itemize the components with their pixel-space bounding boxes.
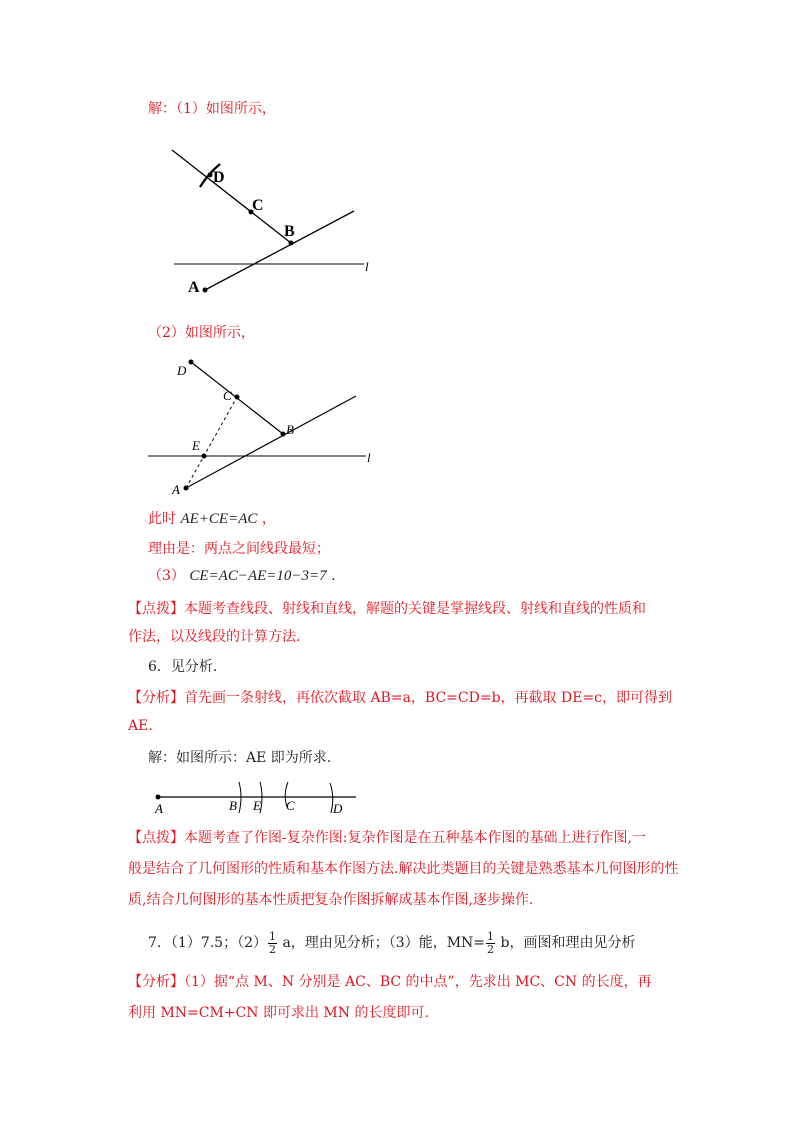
fig2-label-l: l	[367, 450, 371, 465]
q6-analysis-line2: AE.	[128, 718, 153, 734]
part3-formula: CE=AC−AE=10−3=7	[189, 568, 327, 584]
part3-suffix: .	[331, 568, 336, 584]
tip-1-line2: 作法，以及线段的计算方法.	[128, 629, 301, 645]
fig1-label-c: C	[252, 197, 264, 214]
fig1-label-d: D	[213, 169, 225, 186]
fig1-label-a: A	[188, 279, 200, 296]
fig2-label-d: D	[177, 363, 187, 378]
part3-line	[148, 566, 336, 586]
figure-3	[150, 780, 365, 820]
at-this-time-prefix: 此时	[148, 511, 176, 527]
q7-header-a: 7．（1）7.5；（2）	[148, 935, 267, 951]
fig3-label-c: C	[286, 798, 295, 813]
q7-fraction-2-num: 1	[487, 929, 495, 943]
tip-1-label: 【点拨】	[128, 601, 184, 617]
q7-analysis-line2: 利用 MN=CM+CN 即可求出 MN 的长度即可.	[128, 1005, 429, 1021]
figure-1	[150, 140, 390, 300]
fig1-label-l: l	[365, 259, 369, 274]
fig2-label-c: C	[223, 388, 232, 403]
q6-header: 6．见分析.	[148, 659, 218, 675]
fig1-label-b: B	[284, 223, 295, 240]
q6-analysis-label: 【分析】	[128, 690, 184, 706]
q7-header-b: a，理由见分析；（3）能，MN=	[278, 935, 486, 951]
fig3-label-e: E	[253, 798, 261, 813]
fig2-label-b: B	[286, 422, 294, 437]
q7-fraction-1-num: 1	[269, 929, 276, 943]
tip-1-line1	[128, 599, 646, 619]
q7-analysis-label: 【分析】	[128, 974, 184, 990]
at-this-time-formula: AE+CE=AC	[180, 511, 258, 527]
q6-analysis-text1: 首先画一条射线，再依次截取 AB=a，BC=CD=b，再截取 DE=c，即可得到	[184, 690, 673, 706]
fig2-label-a: A	[172, 482, 180, 497]
fig3-label-b: B	[229, 798, 237, 813]
q6-tip-line3: 质,结合几何图形的基本性质把复杂作图拆解成基本作图,逐步操作.	[128, 892, 534, 908]
tip-1-text1: 本题考查线段、射线和直线，解题的关键是掌握线段、射线和直线的性质和	[184, 601, 646, 617]
q7-header	[148, 928, 635, 958]
figure-2	[148, 350, 388, 500]
q7-analysis-text1: （1）据“点 M、N 分别是 AC、BC 的中点”，先求出 MC、CN 的长度，再	[184, 974, 652, 990]
q6-tip-label: 【点拨】	[128, 830, 184, 846]
q7-fraction-1	[268, 931, 277, 956]
q6-analysis-line1	[128, 688, 672, 708]
fig3-label-a: A	[155, 801, 163, 816]
q6-tip-line2: 般是结合了几何图形的性质和基本作图方法.解决此类题目的关键是熟悉基本几何图形的性	[128, 861, 679, 877]
fig2-label-e: E	[192, 438, 200, 453]
part3-prefix: （3）	[148, 568, 185, 584]
q7-fraction-2	[486, 931, 495, 956]
at-this-time-line	[148, 509, 276, 529]
fig3-label-d: D	[333, 801, 343, 816]
q6-tip-line1	[128, 828, 646, 848]
q7-fraction-2-den: 2	[487, 942, 495, 956]
at-this-time-suffix: ，	[261, 511, 276, 527]
q7-header-c: b，画图和理由见分析	[496, 935, 636, 951]
q6-solution: 解：如图所示：AE 即为所求.	[148, 750, 332, 766]
q7-analysis-line1	[128, 972, 652, 992]
reason-text: 理由是：两点之间线段最短；	[148, 541, 330, 557]
q6-tip-text1: 本题考查了作图-复杂作图:复杂作图是在五种基本作图的基础上进行作图,一	[184, 830, 646, 846]
solution-part2-intro: （2）如图所示，	[148, 325, 255, 341]
q7-fraction-1-den: 2	[269, 942, 276, 956]
solution-part1-intro: 解：（1）如图所示，	[148, 101, 276, 117]
